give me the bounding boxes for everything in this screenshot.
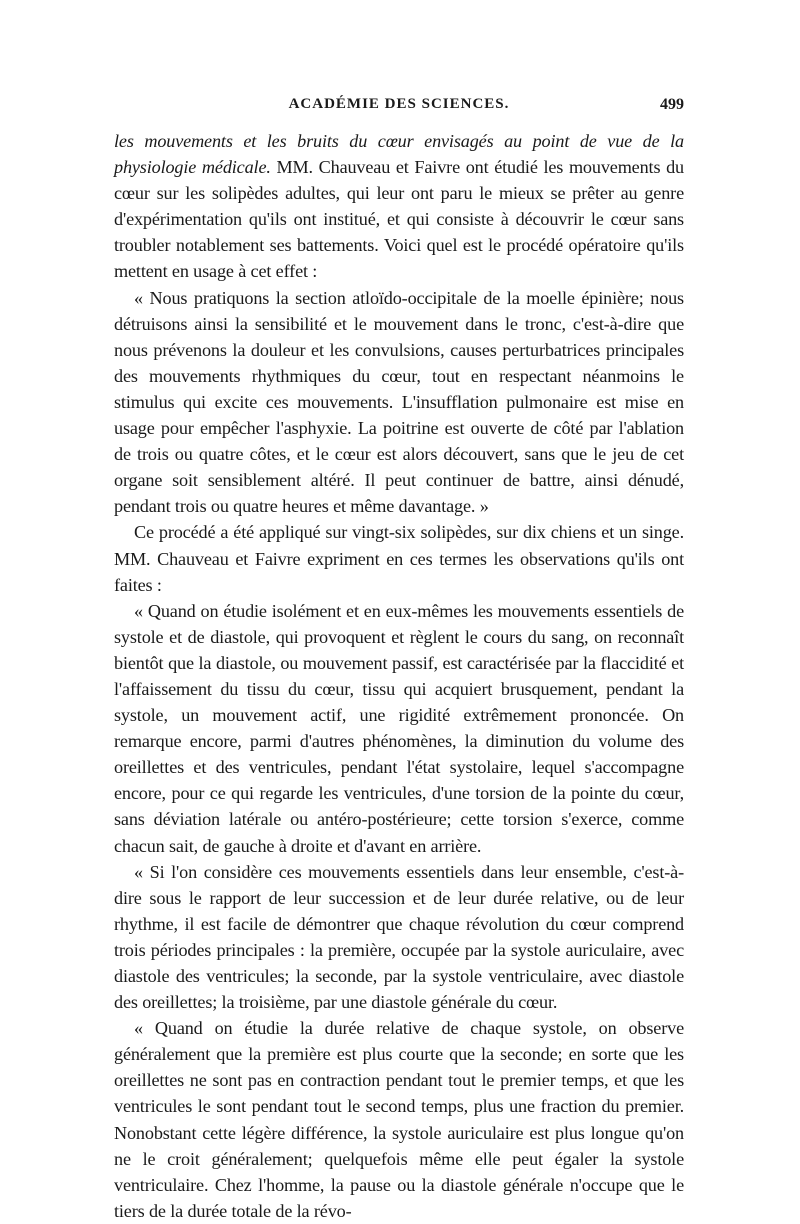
paragraph-1-text: MM. Chauveau et Faivre ont étudié les mouvements du cœur sur les solipèdes adultes, qui leur ont paru le mieux se prêter au genre d'expérimentation qu'ils ont institué, et qui consiste à découvrir le cœur sans troubler notablement ses battements. Voici quel est le procédé opératoire qu'ils mettent en usage à cet effet : [114,157,684,282]
body-text [114,128,684,1224]
paragraph-1 [114,128,684,285]
paragraph-4: « Quand on étudie isolément et en eux-mêmes les mouvements essentiels de systole et de diastole, qui provoquent et règlent le cours du sang, on reconnaît bientôt que la diastole, ou mouvement passif, est caractérisée par la flaccidité et l'affaissement du tissu du cœur, tissu qui acquiert brusquement, pendant la systole, un mouvement actif, une rigidité extrêmement prononcée. On remarque encore, parmi d'autres phénomènes, la diminution du volume des oreillettes et des ventricules, pendant l'état systolaire, lequel s'accompagne encore, pour ce qui regarde les ventricules, d'une torsion de la pointe du cœur, sans déviation latérale ou antéro-postérieure; cette torsion s'exerce, comme chacun sait, de gauche à droite et d'avant en arrière. [114,600,684,856]
running-title: ACADÉMIE DES SCIENCES. [288,96,510,112]
paragraph-2: « Nous pratiquons la section atloïdo-occipitale de la moelle épinière; nous détruisons ainsi la sensibilité et le mouvement dans le tronc, c'est-à-dire que nous prévenons la douleur et les convulsions, causes perturbatrices principales des mouvements rhythmiques du cœur, tout en respectant néanmoins le stimulus qui excite ces mouvements. L'insufflation pulmonaire est mise en usage pour empêcher l'asphyxie. La poitrine est ouverte de côté par l'ablation de trois ou quatre côtes, et le cœur est alors découvert, sans que le jeu de cet organe soit sensiblement altéré. Il peut continuer de battre, ainsi dénudé, pendant trois ou quatre heures et même davantage. » [114,287,684,517]
paragraph-6: « Quand on étudie la durée relative de chaque systole, on observe généralement que la première est plus courte que la seconde; en sorte que les oreillettes ne sont pas en contraction pendant tout le premier temps, et que les ventricules le sont pendant tout le second temps, plus une fraction du premier. Nonobstant cette légère différence, la systole auriculaire est plus longue qu'on ne le croit généralement; quelquefois même elle peut égaler la systole ventriculaire. Chez l'homme, la pause ou la diastole générale n'occupe que le tiers de la durée totale de la révo- [114,1018,684,1221]
running-header [114,96,684,122]
paragraph-3: Ce procédé a été appliqué sur vingt-six solipèdes, sur dix chiens et un singe. MM. Chauveau et Faivre expriment en ces termes les observations qu'ils ont faites : [114,522,684,595]
book-page [114,96,684,1224]
paragraph-5: « Si l'on considère ces mouvements essentiels dans leur ensemble, c'est-à-dire sous le rapport de leur succession et de leur durée relative, ou de leur rhythme, il est facile de démontrer que chaque révolution du cœur comprend trois périodes principales : la première, occupée par la systole auriculaire, avec diastole des ventricules; la seconde, par la systole ventriculaire, avec diastole des oreillettes; la troisième, par une diastole générale du cœur. [114,861,684,1013]
italic-lead: les mouvements et les bruits du cœur envisagés au point de vue de la physiologie médicale. [114,131,684,178]
page-number: 499 [660,96,684,113]
